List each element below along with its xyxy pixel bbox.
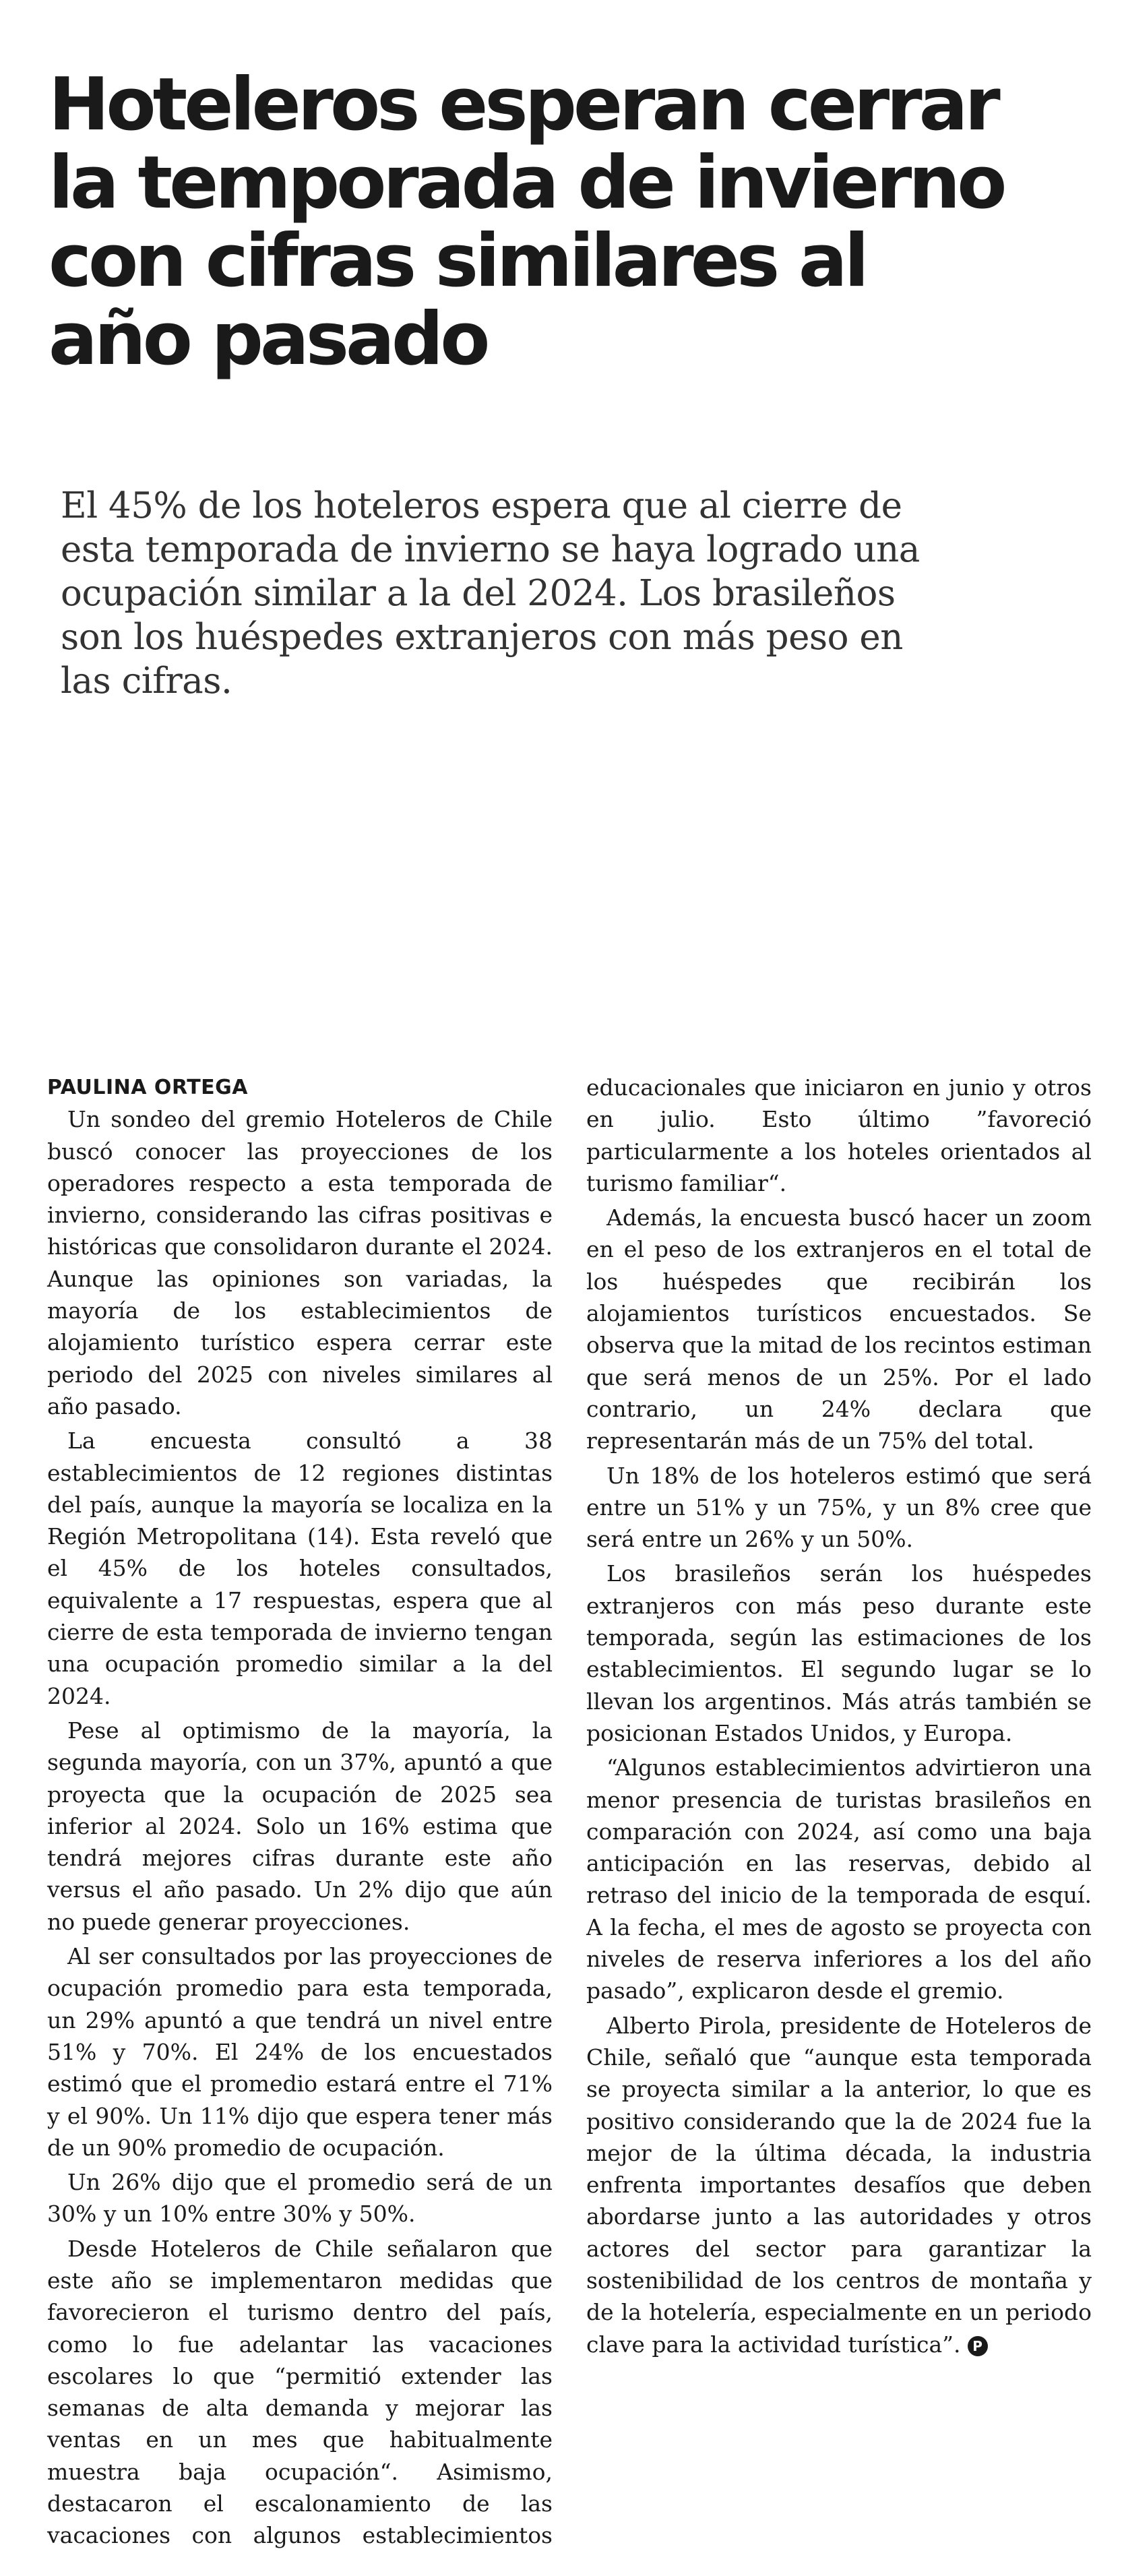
body-paragraph: Un 26% dijo que el promedio será de un 30% y un 10% entre 30% y 50%. (47, 2169, 553, 2228)
headline: Hoteleros esperan cerrar la temporada de invierno con cifras similares al año pasado (49, 63, 1004, 381)
body-paragraph: Un 18% de los hoteleros estimó que será entre un 51% y un 75%, y un 8% cree que será entre un 26% y un 50%. (586, 1462, 1092, 1553)
body-paragraph: Pese al optimismo de la mayoría, la segunda mayoría, con un 37%, apuntó a que proyecta que la ocupación de 2025 sea inferior al 2024. Solo un 16% estima que tendrá mejores cifras durante este año versus el año pasado. Un 2% dijo que aún no puede generar proyecciones. (47, 1717, 553, 1935)
body-paragraph: Un sondeo del gremio Hoteleros de Chile buscó conocer las proyecciones de los operadores respecto a esta temporada de invierno, considerando las cifras positivas e históricas que consolidaron durante el 2024. Aunque las opiniones son variadas, la mayoría de los establecimientos de alojamiento turístico espera cerrar este periodo del 2025 con niveles similares al año pasado. (47, 1106, 553, 1419)
body-paragraph: “Algunos establecimientos advirtieron una menor presencia de turistas brasileños en comparación con 2024, así como una baja anticipación en las reservas, debido al retraso del inicio de la temporada de esquí. A la fecha, el mes de agosto se proyecta con niveles de reserva inferiores a los del año pasado”, explicaron desde el gremio. (586, 1754, 1092, 2004)
final-paragraph-text: Alberto Pirola, presidente de Hoteleros de Chile, señaló que “aunque esta temporada se proyecta similar a la anterior, lo que es positivo considerando que la de 2024 fue la mejor de la última década, la industria enfrenta importantes desafíos que deben abordarse junto a las autoridades y otros actores del sector para garantizar la sostenibilidad de los centros de montaña y de la hotelería, especialmente en un periodo clave para la actividad turística”. (586, 2012, 1092, 2358)
body-paragraph: Desde Hoteleros de Chile señalaron que este año se implementaron medidas que favorecieron el turismo dentro del país, como lo fue adelantar las vacaciones escolares lo que “permitió extender las semanas de alta demanda y mejorar las ventas en un mes que habitualmente muestra baja ocupación“. Asimismo, destacaron el escalonamiento de las vacaciones con algunos establecimientos educacionales que iniciaron en junio y otros en julio. Esto último ”favoreció particularmente a los hoteles orientados al turismo familiar“. (47, 1074, 1092, 2549)
body-paragraph: Los brasileños serán los huéspedes extranjeros con más peso durante este temporada, según las estimaciones de los establecimientos. El segundo lugar se lo llevan los argentinos. Más atrás también se posicionan Estados Unidos, y Europa. (586, 1560, 1092, 1746)
byline: PAULINA ORTEGA (47, 1076, 248, 1099)
body-paragraph-final (586, 2010, 1092, 2360)
article-body (47, 1072, 1092, 2554)
end-of-article-icon: P (968, 2336, 988, 2356)
lead-paragraph: El 45% de los hoteleros espera que al cierre de esta temporada de invierno se haya logrado una ocupación similar a la del 2024. Los brasileños son los huéspedes extranjeros con más peso en las cifras. (61, 485, 920, 702)
body-paragraph: Al ser consultados por las proyecciones de ocupación promedio para esta temporada, un 29% apuntó a que tendrá un nivel entre 51% y 70%. El 24% de los encuestados estimó que el promedio estará entre el 71% y el 90%. Un 11% dijo que espera tener más de un 90% promedio de ocupación. (47, 1943, 553, 2161)
body-paragraph: Además, la encuesta buscó hacer un zoom en el peso de los extranjeros en el total de los huéspedes que recibirán los alojamientos turísticos encuestados. Se observa que la mitad de los recintos estiman que será menos de un 25%. Por el lado contrario, un 24% declara que representarán más de un 75% del total. (586, 1204, 1092, 1454)
body-paragraph: La encuesta consultó a 38 establecimientos de 12 regiones distintas del país, aunque la mayoría se localiza en la Región Metropolitana (14). Esta reveló que el 45% de los hoteles consultados, equivalente a 17 respuestas, espera que al cierre de esta temporada de invierno tengan una ocupación promedio similar a la del 2024. (47, 1428, 553, 1709)
